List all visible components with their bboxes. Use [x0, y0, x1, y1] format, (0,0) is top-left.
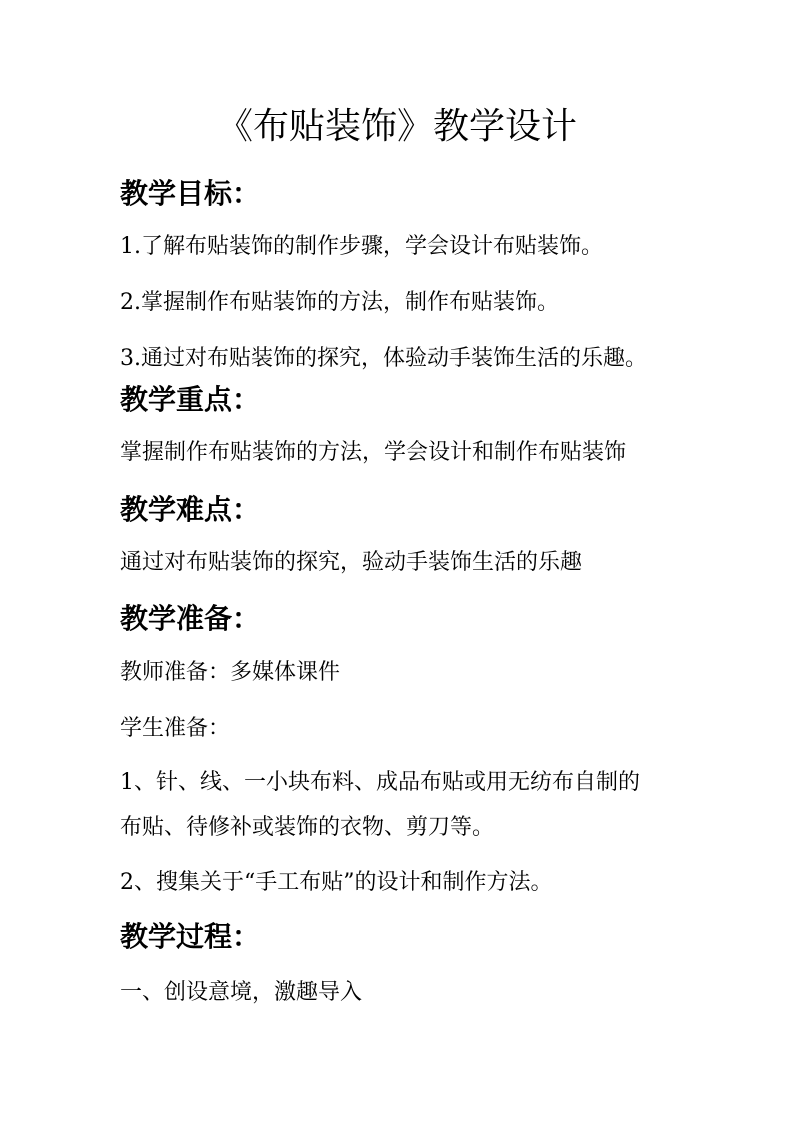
objective-item-1: 1.了解布贴装饰的制作步骤，学会设计布贴装饰。	[120, 234, 603, 259]
student-preparation-item-1: 1、针、线、一小块布料、成品布贴或用无纺布自制的	[120, 770, 640, 795]
student-preparation-label: 学生准备：	[120, 716, 231, 741]
section-heading-objectives: 教学目标：	[120, 177, 261, 210]
document-title: 《布贴装饰》教学设计	[216, 106, 577, 147]
section-heading-preparation: 教学准备：	[120, 602, 261, 635]
teacher-preparation: 教师准备：多媒体课件	[120, 660, 341, 685]
student-preparation-item-2: 2、搜集关于“手工布贴”的设计和制作方法。	[120, 870, 553, 895]
objective-item-2: 2.掌握制作布贴装饰的方法，制作布贴装饰。	[120, 290, 559, 315]
section-heading-key-points: 教学重点：	[120, 383, 261, 416]
difficulties-text: 通过对布贴装饰的探究，验动手装饰生活的乐趣	[120, 550, 583, 575]
objective-item-3: 3.通过对布贴装饰的探究，体验动手装饰生活的乐趣。	[120, 346, 647, 371]
student-preparation-item-1-cont: 布贴、待修补或装饰的衣物、剪刀等。	[120, 815, 495, 840]
key-points-text: 掌握制作布贴装饰的方法，学会设计和制作布贴装饰	[120, 440, 627, 465]
section-heading-difficulties: 教学难点：	[120, 493, 261, 526]
section-heading-process: 教学过程：	[120, 920, 261, 953]
process-step-1: 一、创设意境，激趣导入	[120, 980, 363, 1005]
